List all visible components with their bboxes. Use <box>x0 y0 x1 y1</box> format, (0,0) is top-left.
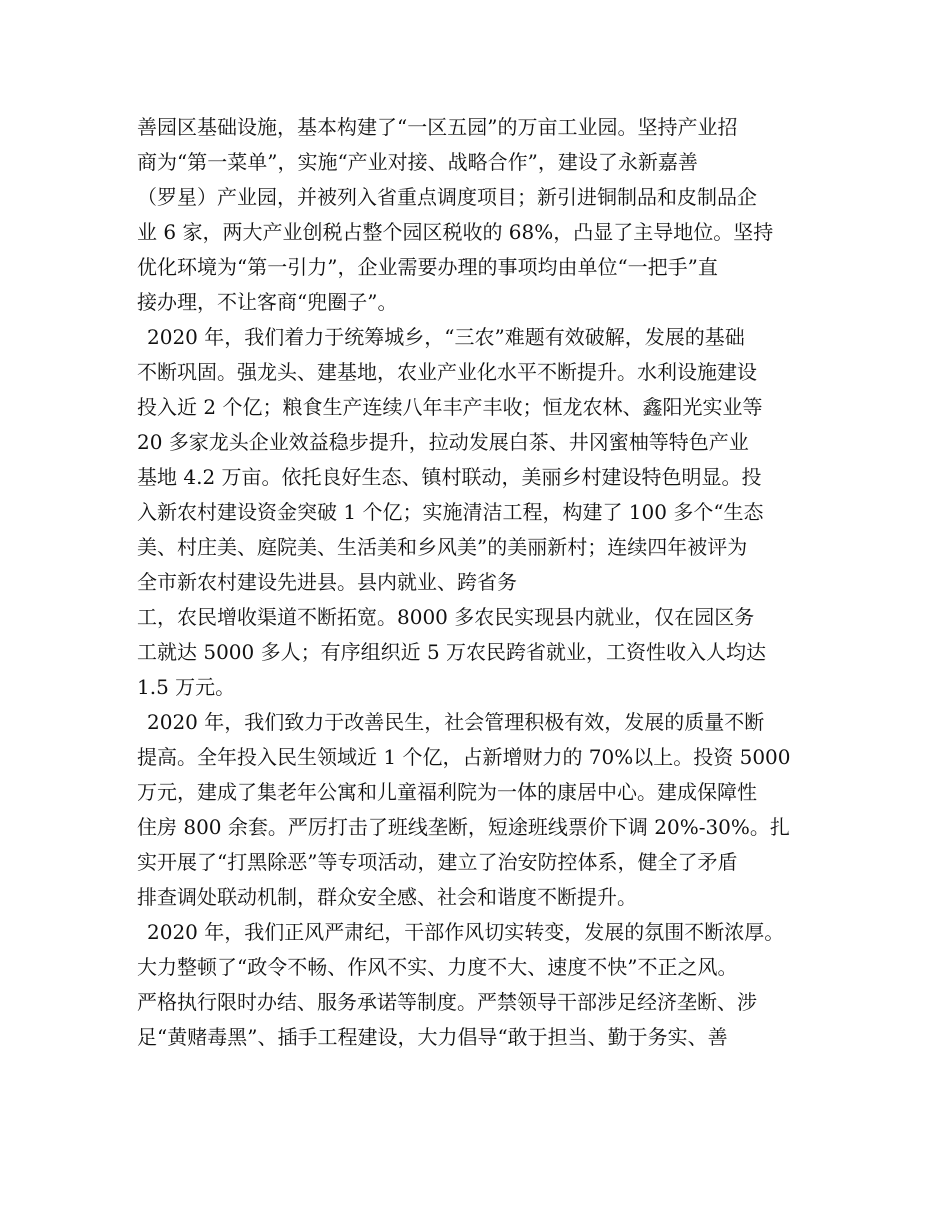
text-line: 商为“第一菜单”，实施“产业对接、战略合作”，建设了永新嘉善 <box>137 150 698 174</box>
text-line: 2020 年，我们正风严肃纪，干部作风切实转变，发展的氛围不断浓厚。 <box>147 920 785 944</box>
text-line: 工就达 5000 多人；有序组织近 5 万农民跨省就业，工资性收入人均达 <box>137 640 767 664</box>
text-line: 提高。全年投入民生领域近 1 个亿，占新增财力的 70%以上。投资 5000 <box>137 745 791 769</box>
text-line: 接办理，不让客商“兜圈子”。 <box>137 290 398 314</box>
text-line: 严格执行限时办结、服务承诺等制度。严禁领导干部涉足经济垄断、涉 <box>137 990 757 1014</box>
text-line: 1.5 万元。 <box>137 675 236 699</box>
text-line: 美、村庄美、庭院美、生活美和乡风美”的美丽新村；连续四年被评为 <box>137 535 748 559</box>
text-line: 优化环境为“第一引力”，企业需要办理的事项均由单位“一把手”直 <box>137 255 718 279</box>
text-line: 不断巩固。强龙头、建基地，农业产业化水平不断提升。水利设施建设 <box>137 360 757 384</box>
text-line: 善园区基础设施，基本构建了“一区五园”的万亩工业园。坚持产业招 <box>137 115 738 139</box>
body-text <box>137 110 837 1055</box>
text-line: （罗星）产业园，并被列入省重点调度项目；新引进铜制品和皮制品企 <box>137 185 757 209</box>
text-line: 万元，建成了集老年公寓和儿童福利院为一体的康居中心。建成保障性 <box>137 780 757 804</box>
text-line: 入新农村建设资金突破 1 个亿；实施清洁工程，构建了 100 多个“生态 <box>137 500 764 524</box>
text-line: 业 6 家，两大产业创税占整个园区税收的 68%，凸显了主导地位。坚持 <box>137 220 774 244</box>
text-line: 大力整顿了“政令不畅、作风不实、力度不大、速度不快”不正之风。 <box>137 955 738 979</box>
text-line: 全市新农村建设先进县。县内就业、跨省务 <box>137 570 517 594</box>
text-line: 足“黄赌毒黑”、插手工程建设，大力倡导“敢于担当、勤于务实、善 <box>137 1025 728 1049</box>
text-line: 实开展了“打黑除恶”等专项活动，建立了治安防控体系，健全了矛盾 <box>137 850 738 874</box>
text-line: 2020 年，我们致力于改善民生，社会管理积极有效，发展的质量不断 <box>147 710 765 734</box>
text-line: 2020 年，我们着力于统筹城乡，“三农”难题有效破解，发展的基础 <box>147 325 745 349</box>
text-line: 基地 4.2 万亩。依托良好生态、镇村联动，美丽乡村建设特色明显。投 <box>137 465 762 489</box>
text-line: 工，农民增收渠道不断拓宽。8000 多农民实现县内就业，仅在园区务 <box>137 605 755 629</box>
text-line: 住房 800 余套。严厉打击了班线垄断，短途班线票价下调 20%-30%。扎 <box>137 815 790 839</box>
text-line: 投入近 2 个亿；粮食生产连续八年丰产丰收；恒龙农林、鑫阳光实业等 <box>137 395 763 419</box>
text-line: 20 多家龙头企业效益稳步提升，拉动发展白茶、井冈蜜柚等特色产业 <box>137 430 749 454</box>
text-line: 排查调处联动机制，群众安全感、社会和谐度不断提升。 <box>137 885 637 909</box>
